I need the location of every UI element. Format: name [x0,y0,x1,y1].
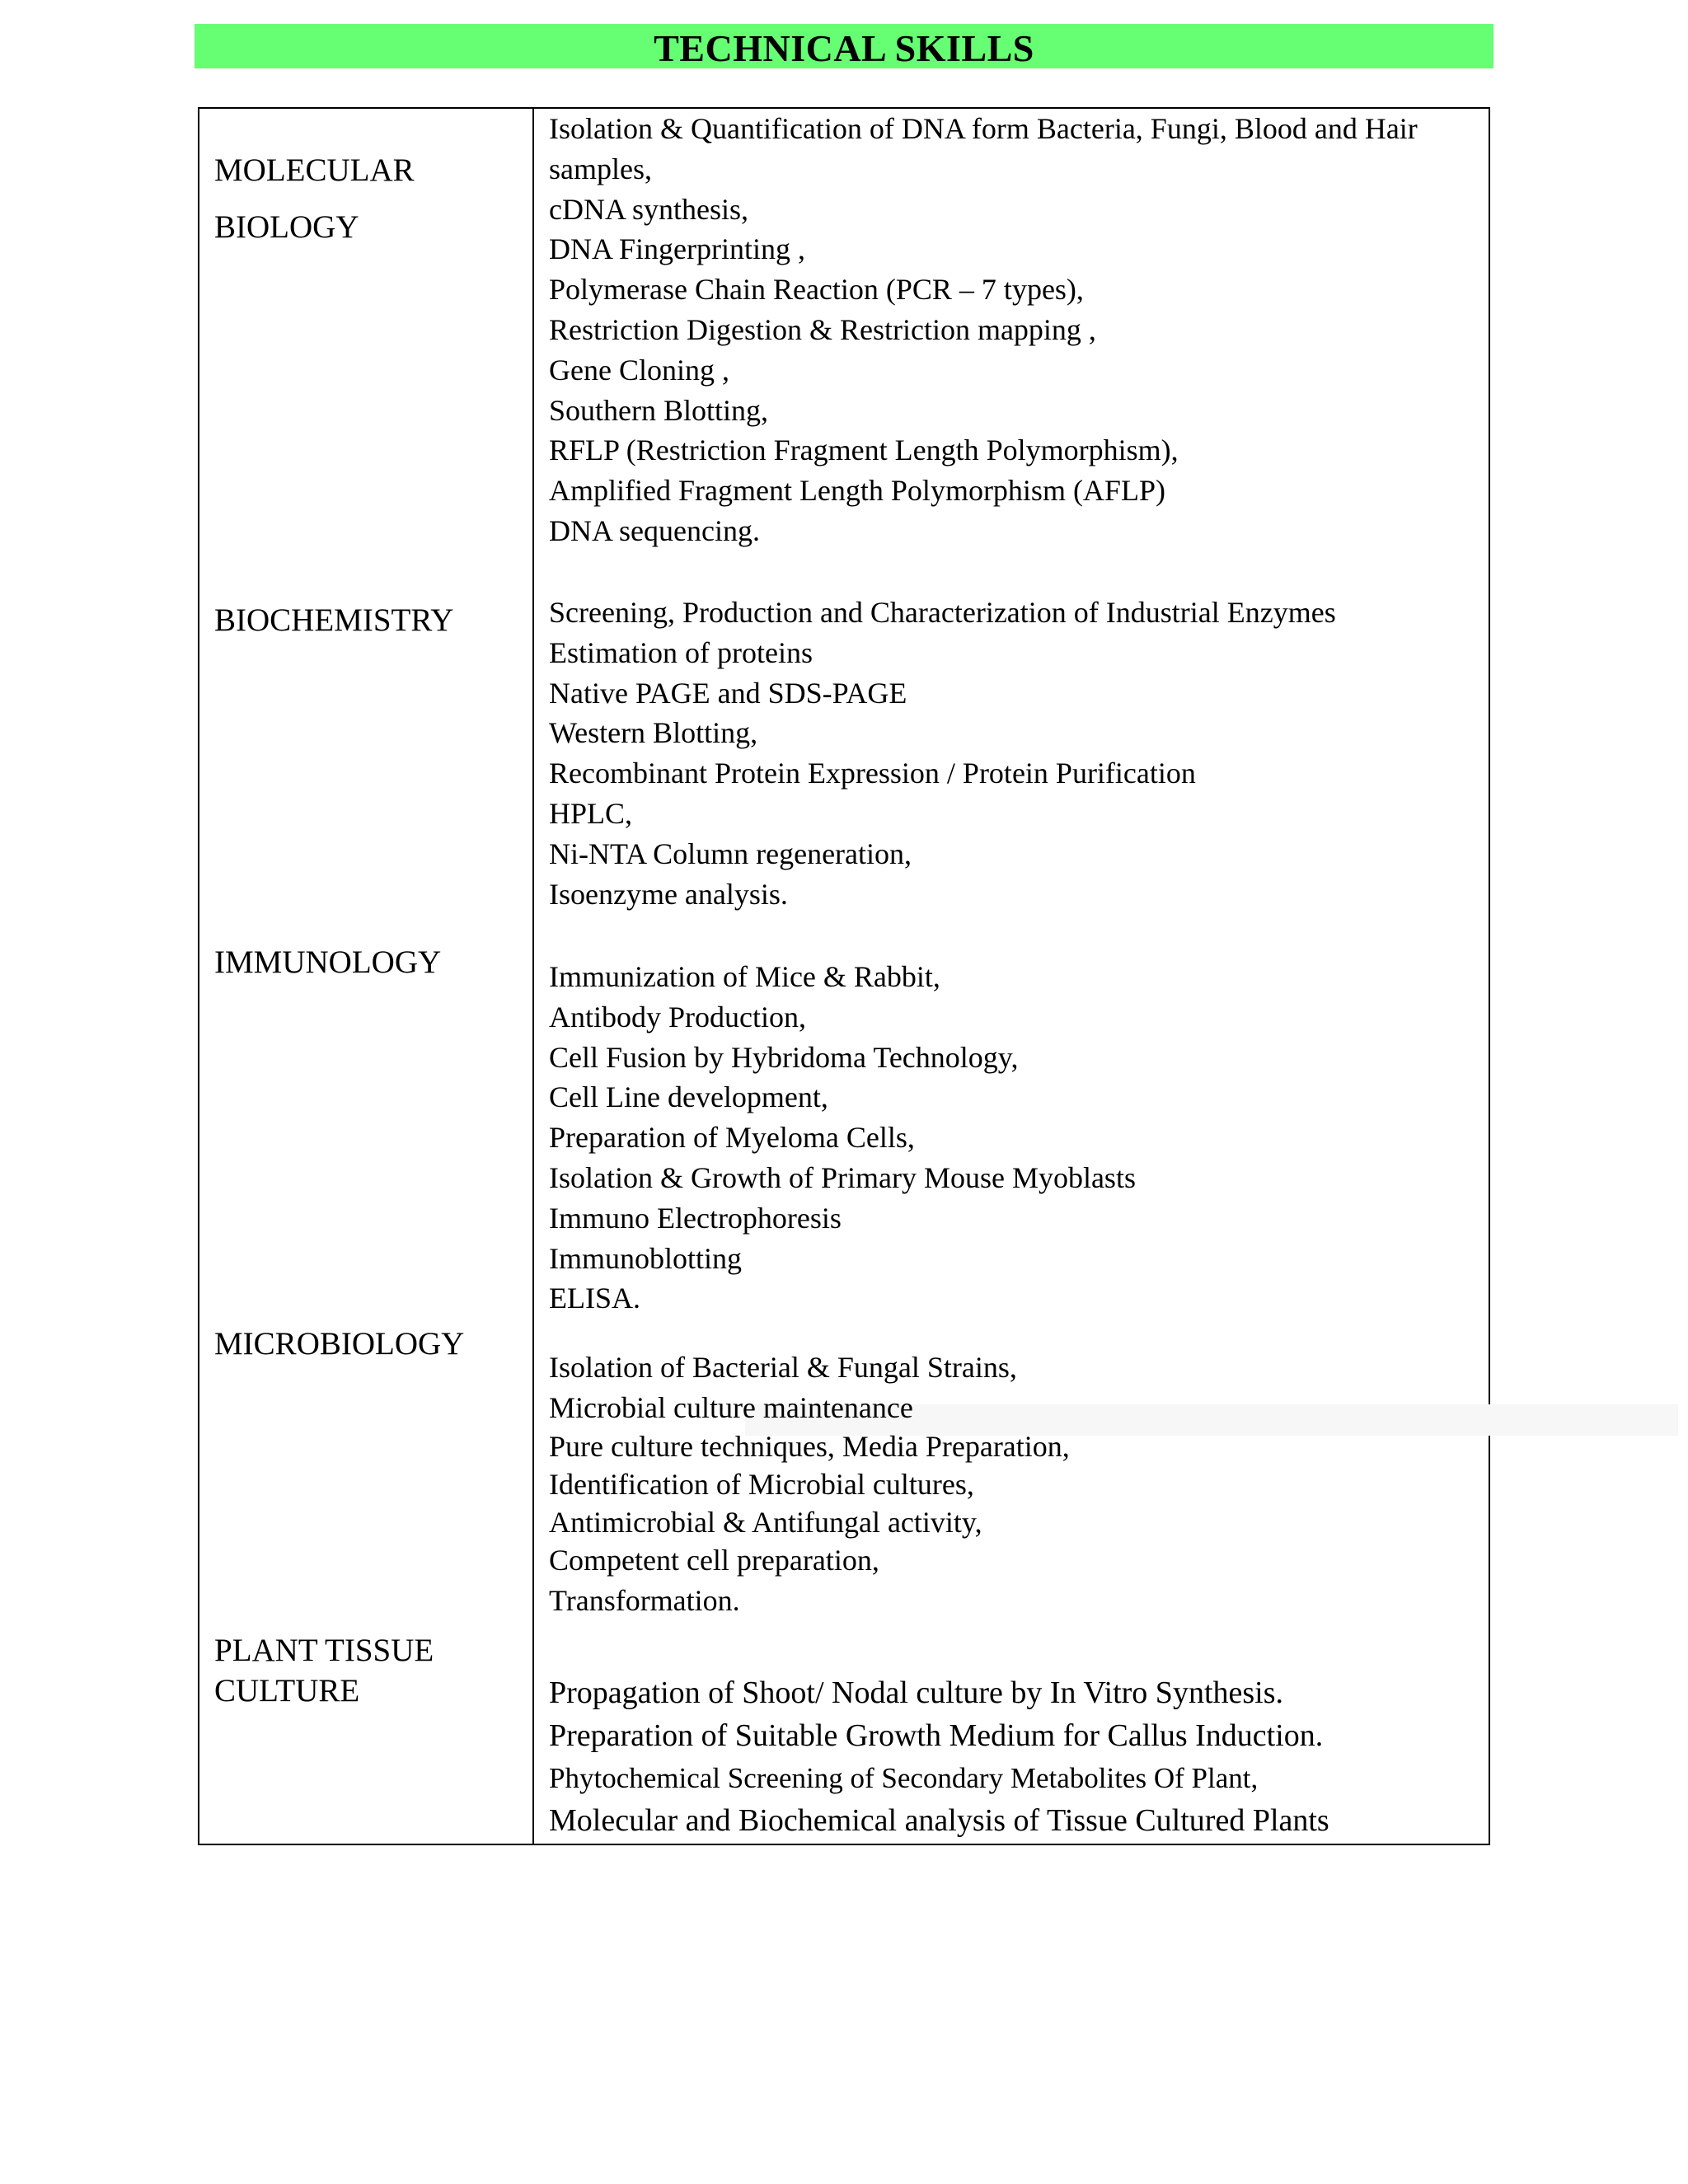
column-divider [532,109,534,1844]
skill-item: Southern Blotting, [549,393,769,427]
category-biochemistry: BIOCHEMISTRY [214,602,454,638]
skill-item: cDNA synthesis, [549,192,748,226]
skills-table [198,107,1490,1845]
skill-item: Restriction Digestion & Restriction mapping , [549,312,1096,346]
category-label-line: MOLECULAR BIOLOGY [214,152,415,245]
skill-item: ELISA. [549,1282,640,1315]
skill-item: Isolation & Quantification of DNA form Bacteria, Fungi, Blood and Hair [549,112,1418,145]
skill-item: Molecular and Biochemical analysis of Tissue Cultured Plants [549,1802,1329,1838]
skill-item: Ni-NTA Column regeneration, [549,837,912,870]
skill-item: Antimicrobial & Antifungal activity, [549,1506,982,1540]
skill-item: RFLP (Restriction Fragment Length Polymorphism), [549,434,1179,467]
skill-item: DNA sequencing. [549,513,760,547]
skill-item: Transformation. [549,1584,740,1618]
skill-item: Phytochemical Screening of Secondary Metabolites Of Plant, [549,1762,1259,1794]
skill-item: Estimation of proteins [549,635,813,669]
skill-item: HPLC, [549,796,633,830]
skill-item: Propagation of Shoot/ Nodal culture by In Vitro Synthesis. [549,1675,1283,1710]
skill-item: Cell Line development, [549,1080,828,1114]
skill-item: Immunization of Mice & Rabbit, [549,960,940,993]
skill-item: Recombinant Protein Expression / Protein Purification [549,757,1196,790]
skills-list-biochemistry [549,593,1336,914]
page-title: TECHNICAL SKILLS [654,27,1034,69]
category-molecular-biology [214,142,415,255]
skill-item: Competent cell preparation, [549,1544,879,1577]
skill-item: Polymerase Chain Reaction (PCR – 7 types), [549,273,1084,307]
category-plant-tissue-culture: PLANT TISSUE CULTURE [214,1633,434,1708]
skill-item: samples, [549,152,652,185]
skill-item: DNA Fingerprinting , [549,232,805,266]
skills-list-immunology [549,957,1136,1319]
skill-item: Preparation of Myeloma Cells, [549,1121,915,1155]
skill-item: Amplified Fragment Length Polymorphism (AFLP) [549,474,1165,508]
skill-item: Isolation & Growth of Primary Mouse Myoblasts [549,1160,1136,1194]
title-banner [195,24,1493,68]
skill-item: Antibody Production, [549,1000,806,1033]
skill-item: Pure culture techniques, Media Preparation, [549,1429,1070,1463]
skill-item: Gene Cloning , [549,353,729,387]
skill-item: Identification of Microbial cultures, [549,1467,974,1501]
skill-item: Isolation of Bacterial & Fungal Strains, [549,1351,1017,1384]
skill-item: Immunoblotting [549,1241,742,1275]
skill-item: Western Blotting, [549,716,758,750]
category-microbiology: MICROBIOLOGY [214,1326,465,1361]
skills-list-microbiology [549,1347,1070,1621]
skill-item: Isoenzyme analysis. [549,877,788,911]
category-immunology: IMMUNOLOGY [214,944,442,980]
skills-list-plant-tissue-culture [549,1672,1329,1842]
skill-item: Cell Fusion by Hybridoma Technology, [549,1040,1019,1074]
skill-item: Preparation of Suitable Growth Medium for Callus Induction. [549,1718,1324,1753]
skills-list-molecular-biology [549,109,1418,551]
skill-item: Native PAGE and SDS-PAGE [549,676,907,710]
skill-item: Immuno Electrophoresis [549,1201,842,1235]
skill-item: Screening, Production and Characterization of Industrial Enzymes [549,596,1336,629]
skill-item: Microbial culture maintenance [549,1390,913,1424]
